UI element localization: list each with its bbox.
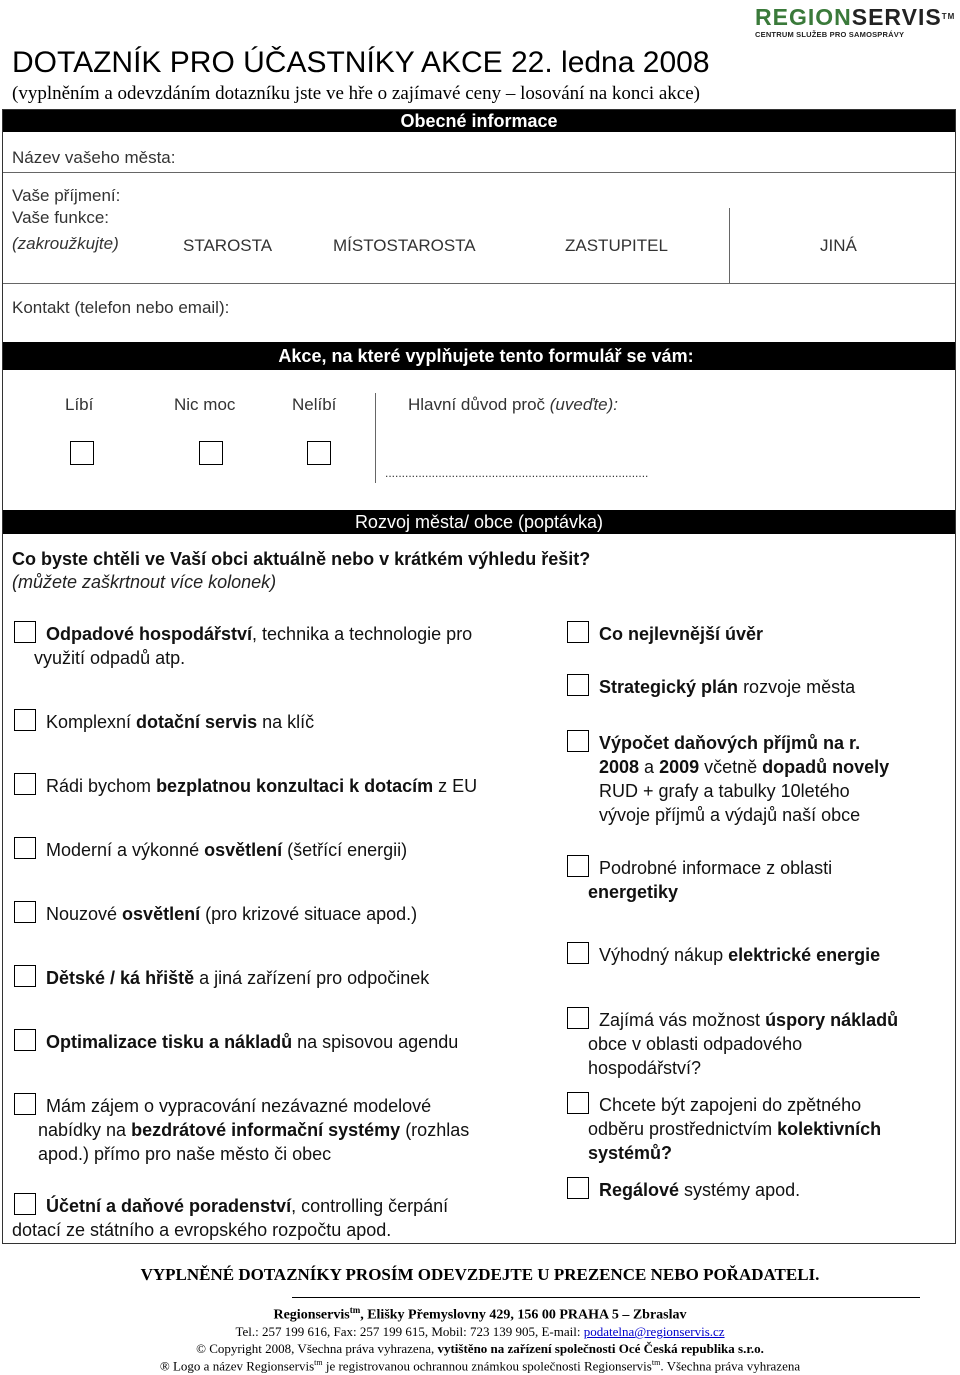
logo-text-servis: SERVIS [851,4,942,30]
checkbox-bezdratove-systemy[interactable] [14,1093,36,1115]
checkbox-zpetny-odber[interactable] [567,1092,589,1114]
city-label: Název vašeho města: [12,148,176,167]
footer-company-address: Regionservis$^{tm}$, Elišky Přemyslovny 429, 156 00 PRAHA 5 – Zbraslav [273,1305,687,1323]
checkbox-optimalizace-tisku[interactable] [14,1029,36,1051]
option-nejlevnejsi-uver: Co nejlevnější úvěr [599,624,764,644]
page-title: DOTAZNÍK PRO ÚČASTNÍKY AKCE 22. ledna 2008 [12,46,710,79]
option-moderni-osvetleni: Moderní a výkonné osvětlení (šetřící energii) [46,840,408,860]
footer-divider [292,1297,920,1298]
rating-label-nic-moc: Nic moc [174,395,236,414]
option-vypocet-danovych-prijmu-line2: 2008 a 2009 včetně dopadů novely [599,757,890,777]
section-development-header: Rozvoj města/ obce (poptávka) [3,510,955,534]
option-zpetny-odber-line3: systémů? [588,1143,673,1163]
checkbox-vypocet-danovych-prijmu[interactable] [567,730,589,752]
circle-hint: (zakroužkujte) [12,234,119,253]
function-option-mistostarosta[interactable]: MÍSTOSTAROSTA [333,236,476,255]
rating-checkbox-nelibi[interactable] [307,441,331,465]
surname-label: Vaše příjmení: [12,186,121,205]
divider [3,283,955,284]
reason-label: Hlavní důvod proč [408,395,546,414]
email-link[interactable]: podatelna@regionservis.cz [583,1324,725,1339]
checkbox-moderni-osvetleni[interactable] [14,837,36,859]
section-general-header: Obecné informace [3,110,955,132]
option-nakup-elektricke-energie: Výhodný nákup elektrické energie [599,945,881,965]
section-event-header: Akce, na které vyplňujete tento formulář se vám: [3,342,955,370]
reason-hint: (uveďte): [549,395,619,414]
option-uspory-nakladu: Zajímá vás možnost úspory nákladů [599,1010,899,1030]
logo-tm: TM [941,12,956,21]
checkbox-strategicky-plan[interactable] [567,674,589,696]
regionservis-logo [755,4,956,44]
option-odpadove-hospodarstvi: Odpadové hospodářství, technika a technologie pro [46,624,473,644]
footer-copyright: © Copyright 2008, Všechna práva vyhrazena, vytištěno na zařízení společnosti Océ Česká republika s.r.o. [196,1341,764,1356]
checkbox-odpadove-hospodarstvi[interactable] [14,621,36,643]
contact-label: Kontakt (telefon nebo email): [12,298,230,317]
checkbox-nakup-elektricke-energie[interactable] [567,942,589,964]
option-vypocet-danovych-prijmu: Výpočet daňových příjmů na r. [599,733,861,753]
option-bezdratove-systemy: Mám zájem o vypracování nezávazné modelové [46,1096,432,1116]
option-nouzove-osvetleni: Nouzové osvětlení (pro krizové situace apod.) [46,904,418,924]
option-zpetny-odber: Chcete být zapojeni do zpětného [599,1095,862,1115]
checkbox-energetika[interactable] [567,855,589,877]
option-dotacni-servis: Komplexní dotační servis na klíč [46,712,315,732]
function-option-zastupitel[interactable]: ZASTUPITEL [565,236,668,255]
option-bezplatna-konzultace: Rádi bychom bezplatnou konzultaci k dotacím z EU [46,776,478,796]
function-option-jina[interactable]: JINÁ [820,236,857,255]
option-energetika-line2: energetiky [588,882,679,902]
reason-input-line[interactable]: ............................................................................... [385,466,649,480]
logo-tagline: CENTRUM SLUŽEB PRO SAMOSPRÁVY [755,30,905,39]
rating-checkbox-nic-moc[interactable] [199,441,223,465]
option-odpadove-hospodarstvi-line2: využití odpadů atp. [34,648,186,668]
divider [729,208,730,284]
checkbox-regalove-systemy[interactable] [567,1177,589,1199]
logo-text-region: REGION [755,4,852,30]
checkbox-detska-hriste[interactable] [14,965,36,987]
option-bezdratove-systemy-line3: apod.) přímo pro naše město či obec [38,1144,332,1164]
rating-label-nelibi: Nelíbí [292,395,337,414]
option-zpetny-odber-line2: odběru prostřednictvím kolektivních [588,1119,882,1139]
development-hint: (můžete zaškrtnout více kolonek) [12,572,277,592]
option-regalove-systemy: Regálové systémy apod. [599,1180,801,1200]
option-uspory-nakladu-line3: hospodářství? [588,1058,702,1078]
option-vypocet-danovych-prijmu-line3: RUD + grafy a tabulky 10letého [599,781,850,801]
option-uspory-nakladu-line2: obce v oblasti odpadového [588,1034,803,1054]
checkbox-dotacni-servis[interactable] [14,709,36,731]
rating-label-libi: Líbí [65,395,94,414]
development-question: Co byste chtěli ve Vaší obci aktuálně nebo v krátkém výhledu řešit? [12,549,591,569]
checkbox-ucetni-poradenstvi[interactable] [14,1193,36,1215]
rating-checkbox-libi[interactable] [70,441,94,465]
divider [375,393,376,483]
option-bezdratove-systemy-line2: nabídky na bezdrátové informační systémy (rozhlas [38,1120,470,1140]
option-vypocet-danovych-prijmu-line4: vývoje příjmů a výdajů naší obce [599,805,861,825]
footer-trademark: ® Logo a název Regionservis$^{tm}$ je registrovanou ochrannou známkou společnosti Regionservis$^{tm}$. Všechna práva vyhrazena [159,1358,801,1374]
option-optimalizace-tisku: Optimalizace tisku a nákladů na spisovou agendu [46,1032,459,1052]
checkbox-bezplatna-konzultace[interactable] [14,773,36,795]
footer-contacts: Tel.: 257 199 616, Fax: 257 199 615, Mobil: 723 139 905, E-mail: podatelna@regionservis.cz [235,1324,725,1339]
checkbox-uspory-nakladu[interactable] [567,1007,589,1029]
option-ucetni-poradenstvi-line2: dotací ze státního a evropského rozpočtu apod. [12,1220,392,1240]
checkbox-nouzove-osvetleni[interactable] [14,901,36,923]
divider [3,172,955,173]
option-detska-hriste: Dětské / ká hřiště a jiná zařízení pro odpočinek [46,968,430,988]
page-subtitle: (vyplněním a odevzdáním dotazníku jste ve hře o zajímavé ceny – losování na konci akce) [12,83,700,104]
option-energetika: Podrobné informace z oblasti [599,858,833,878]
function-option-starosta[interactable]: STAROSTA [183,236,273,255]
return-notice: VYPLNĚNÉ DOTAZNÍKY PROSÍM ODEVZDEJTE U PREZENCE NEBO POŘADATELI. [140,1265,820,1284]
checkbox-nejlevnejsi-uver[interactable] [567,621,589,643]
option-ucetni-poradenstvi: Účetní a daňové poradenství, controlling čerpání [46,1196,449,1216]
option-strategicky-plan: Strategický plán rozvoje města [599,677,856,697]
function-label: Vaše funkce: [12,208,110,227]
